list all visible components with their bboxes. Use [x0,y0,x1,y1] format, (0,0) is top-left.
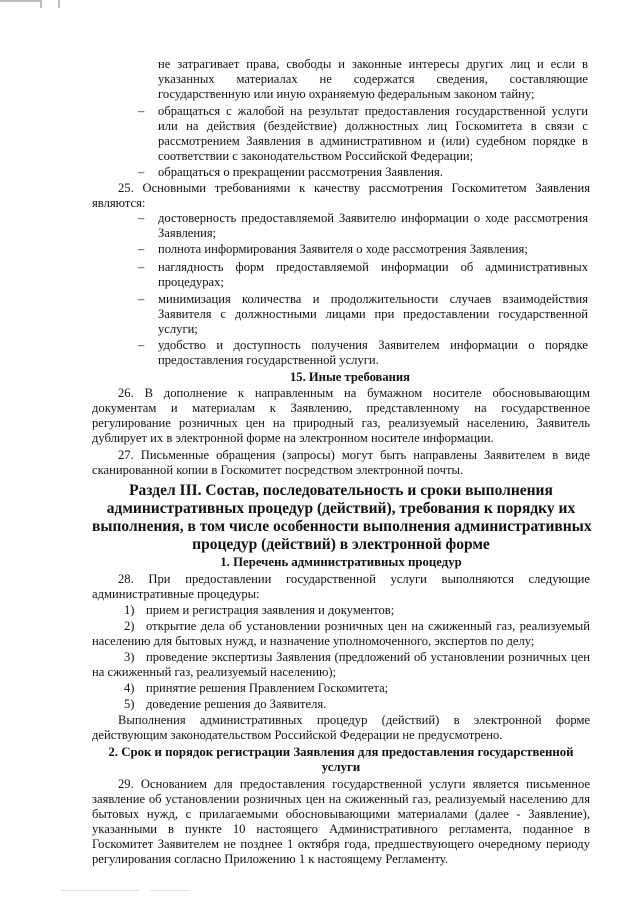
paragraph-line: дублирует их в электронной форме на электронном носителе информации. [92,431,494,445]
list-number: 4) [124,681,135,695]
paragraph-line: не затрагивает права, свободы и законные интересы других лиц и если в [158,57,588,71]
section-heading: административных процедур (действий), требования к порядку их [106,500,576,517]
bullet-line: процедурах; [158,275,224,289]
bullet-line: наглядность форм предоставляемой информации об административных [158,260,588,274]
bullet-line: Заявителя с должностными лицами при предоставлении государственной [158,307,588,321]
paragraph-line: являются: [92,196,146,210]
list-number: 5) [124,697,135,711]
scan-mark [58,0,60,8]
list-number: 2) [124,619,135,633]
paragraph-line: заявление об установлении розничных цен на сжиженный газ, реализуемый населению для [92,792,590,806]
bullet-line: удобство и доступность получения Заявителем информации о порядке [158,338,588,352]
bullet-line: обращаться о прекращении рассмотрения Заявления. [158,165,443,179]
scan-mark [40,0,42,8]
paragraph-line: указанных материалах не содержатся сведения, составляющие [158,72,588,86]
subsection-heading: услуги [321,760,361,774]
bullet-dash: – [138,260,145,274]
paragraph-line: документам и материалам к Заявлению, представленному на государственное [92,401,590,415]
paragraph-line: 27. Письменные обращения (запросы) могут быть направлены Заявителем в виде [118,448,590,462]
bullet-line: или на действия (бездействие) должностных лиц Госкомитета в связи с [158,119,588,133]
bullet-dash: – [138,165,145,179]
list-number: 3) [124,650,135,664]
list-item: проведение экспертизы Заявления (предложений об установлении розничных цен [146,650,590,664]
paragraph-line: 28. При предоставлении государственной услуги выполняются следующие [118,572,590,586]
subsection-heading: 15. Иные требования [290,370,410,384]
paragraph-line: административные процедуры: [92,587,260,601]
paragraph-line: государственную или иную охраняемую федеральным законом тайну; [158,87,535,101]
bullet-line: полнота информирования Заявителя о ходе рассмотрения Заявления; [158,242,528,256]
bullet-dash: – [138,211,145,225]
paragraph-line: 29. Основанием для предоставления государственной услуги является письменное [118,777,590,791]
paragraph-line: регулирование розничных цен на природный газ, реализуемый населению, Заявитель [92,416,590,430]
bullet-line: рассмотрением Заявления в административном и (или) судебном порядке в [158,134,588,148]
subsection-heading: 1. Перечень административных процедур [220,555,462,569]
bullet-dash: – [138,104,145,118]
list-item: доведение решения до Заявителя. [146,697,327,711]
section-heading: Раздел III. Состав, последовательность и сроки выполнения [129,482,553,499]
scan-mark [0,0,40,2]
list-number: 1) [124,603,135,617]
paragraph-line: бытовых нужд, с прилагаемыми обосновывающими материалами (далее - Заявление), [92,807,590,821]
paragraph-line: 26. В дополнение к направленным на бумажном носителе обосновывающим [118,386,590,400]
list-item: прием и регистрация заявления и документов; [146,603,395,617]
list-item: на сжиженный газ, реализуемый населению); [92,665,337,679]
bullet-dash: – [138,292,145,306]
bullet-dash: – [138,338,145,352]
paragraph-line: сканированной копии в Госкомитет посредством электронной почты. [92,463,464,477]
bullet-line: минимизация количества и продолжительности случаев взаимодействия [158,292,588,306]
bullet-dash: – [138,242,145,256]
paragraph-line: действующим законодательством Российской Федерации не предусмотрено. [92,728,503,742]
list-item: открытие дела об установлении розничных цен на сжиженный газ, реализуемый [146,619,590,633]
scan-mark [150,890,190,891]
section-heading: выполнения, в том числе особенности выполнения административных [92,518,592,535]
paragraph-line: Госкомитет Заявителем не позднее 1 октября года, предшествующего очередному периоду [92,837,590,851]
paragraph-line: регулирования согласно Приложению 1 к настоящему Регламенту. [92,852,448,866]
list-item: принятие решения Правлением Госкомитета; [146,681,389,695]
paragraph-line: 25. Основными требованиями к качеству рассмотрения Госкомитетом Заявления [118,181,590,195]
bullet-line: соответствии с законодательством Российской Федерации; [158,149,474,163]
bullet-line: услуги; [158,322,198,336]
paragraph-line: Выполнения административных процедур (действий) в электронной форме [118,713,590,727]
bullet-line: достоверность предоставляемой Заявителю информации о ходе рассмотрения [158,211,588,225]
subsection-heading: 2. Срок и порядок регистрации Заявления для предоставления государственной [108,745,574,759]
bullet-line: предоставления государственной услуги. [158,353,379,367]
paragraph-line: указанными в пункте 10 настоящего Административного регламента, поданное в [92,822,590,836]
list-item: населению для бытовых нужд, и назначение уполномоченного, экспертов по делу; [92,634,535,648]
bullet-line: Заявления; [158,226,217,240]
scan-mark [60,890,140,891]
section-heading: процедур (действий) в электронной форме [192,536,490,553]
bullet-line: обращаться с жалобой на результат предоставления государственной услуги [158,104,588,118]
